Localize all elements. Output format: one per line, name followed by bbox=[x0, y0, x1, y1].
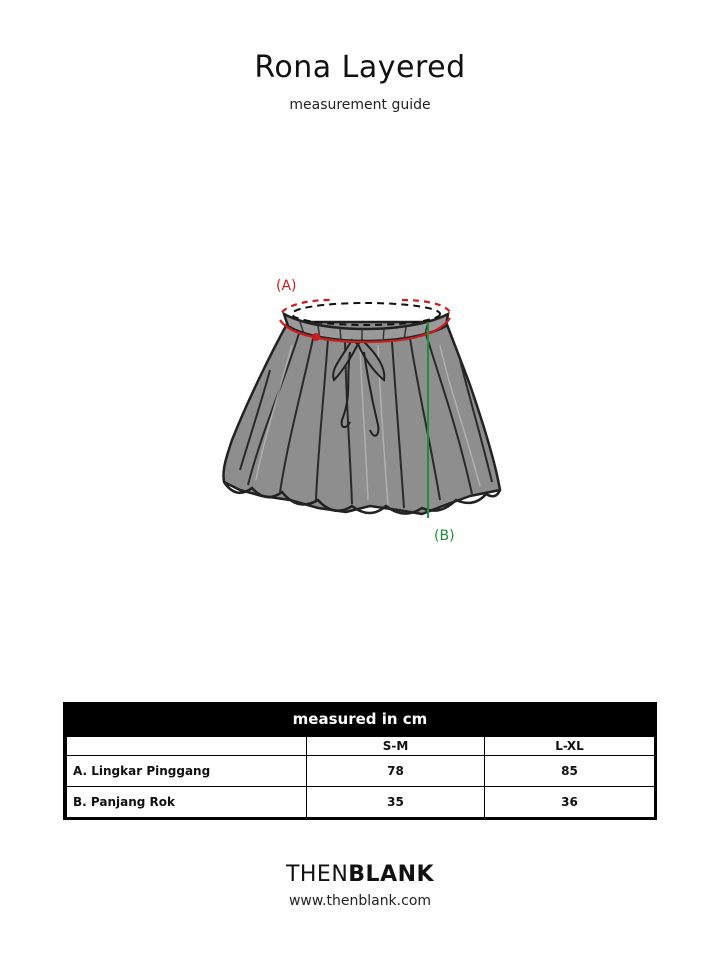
measurement-table bbox=[63, 702, 657, 820]
table-cell: 78 bbox=[307, 756, 485, 787]
row-label: B. Panjang Rok bbox=[67, 787, 307, 818]
page-title: Rona Layered bbox=[254, 50, 466, 85]
brand-logo bbox=[0, 862, 720, 887]
row-label: A. Lingkar Pinggang bbox=[67, 756, 307, 787]
table-cell: 36 bbox=[485, 787, 655, 818]
table-row bbox=[67, 787, 655, 818]
table-row bbox=[67, 756, 655, 787]
size-table bbox=[66, 736, 655, 818]
column-header: S-M bbox=[307, 737, 485, 756]
table-header-row bbox=[67, 737, 655, 756]
column-header bbox=[67, 737, 307, 756]
waist-measure-dot bbox=[312, 333, 320, 341]
table-cell: 35 bbox=[307, 787, 485, 818]
waist-label: (A) bbox=[276, 278, 297, 294]
length-label: (B) bbox=[434, 528, 455, 544]
page-subtitle: measurement guide bbox=[289, 97, 431, 113]
brand-light: THEN bbox=[285, 862, 349, 887]
brand-url: www.thenblank.com bbox=[288, 893, 432, 909]
table-cell: 85 bbox=[485, 756, 655, 787]
column-header: L-XL bbox=[485, 737, 655, 756]
brand-bold: BLANK bbox=[348, 862, 435, 887]
table-title: measured in cm bbox=[292, 710, 428, 728]
